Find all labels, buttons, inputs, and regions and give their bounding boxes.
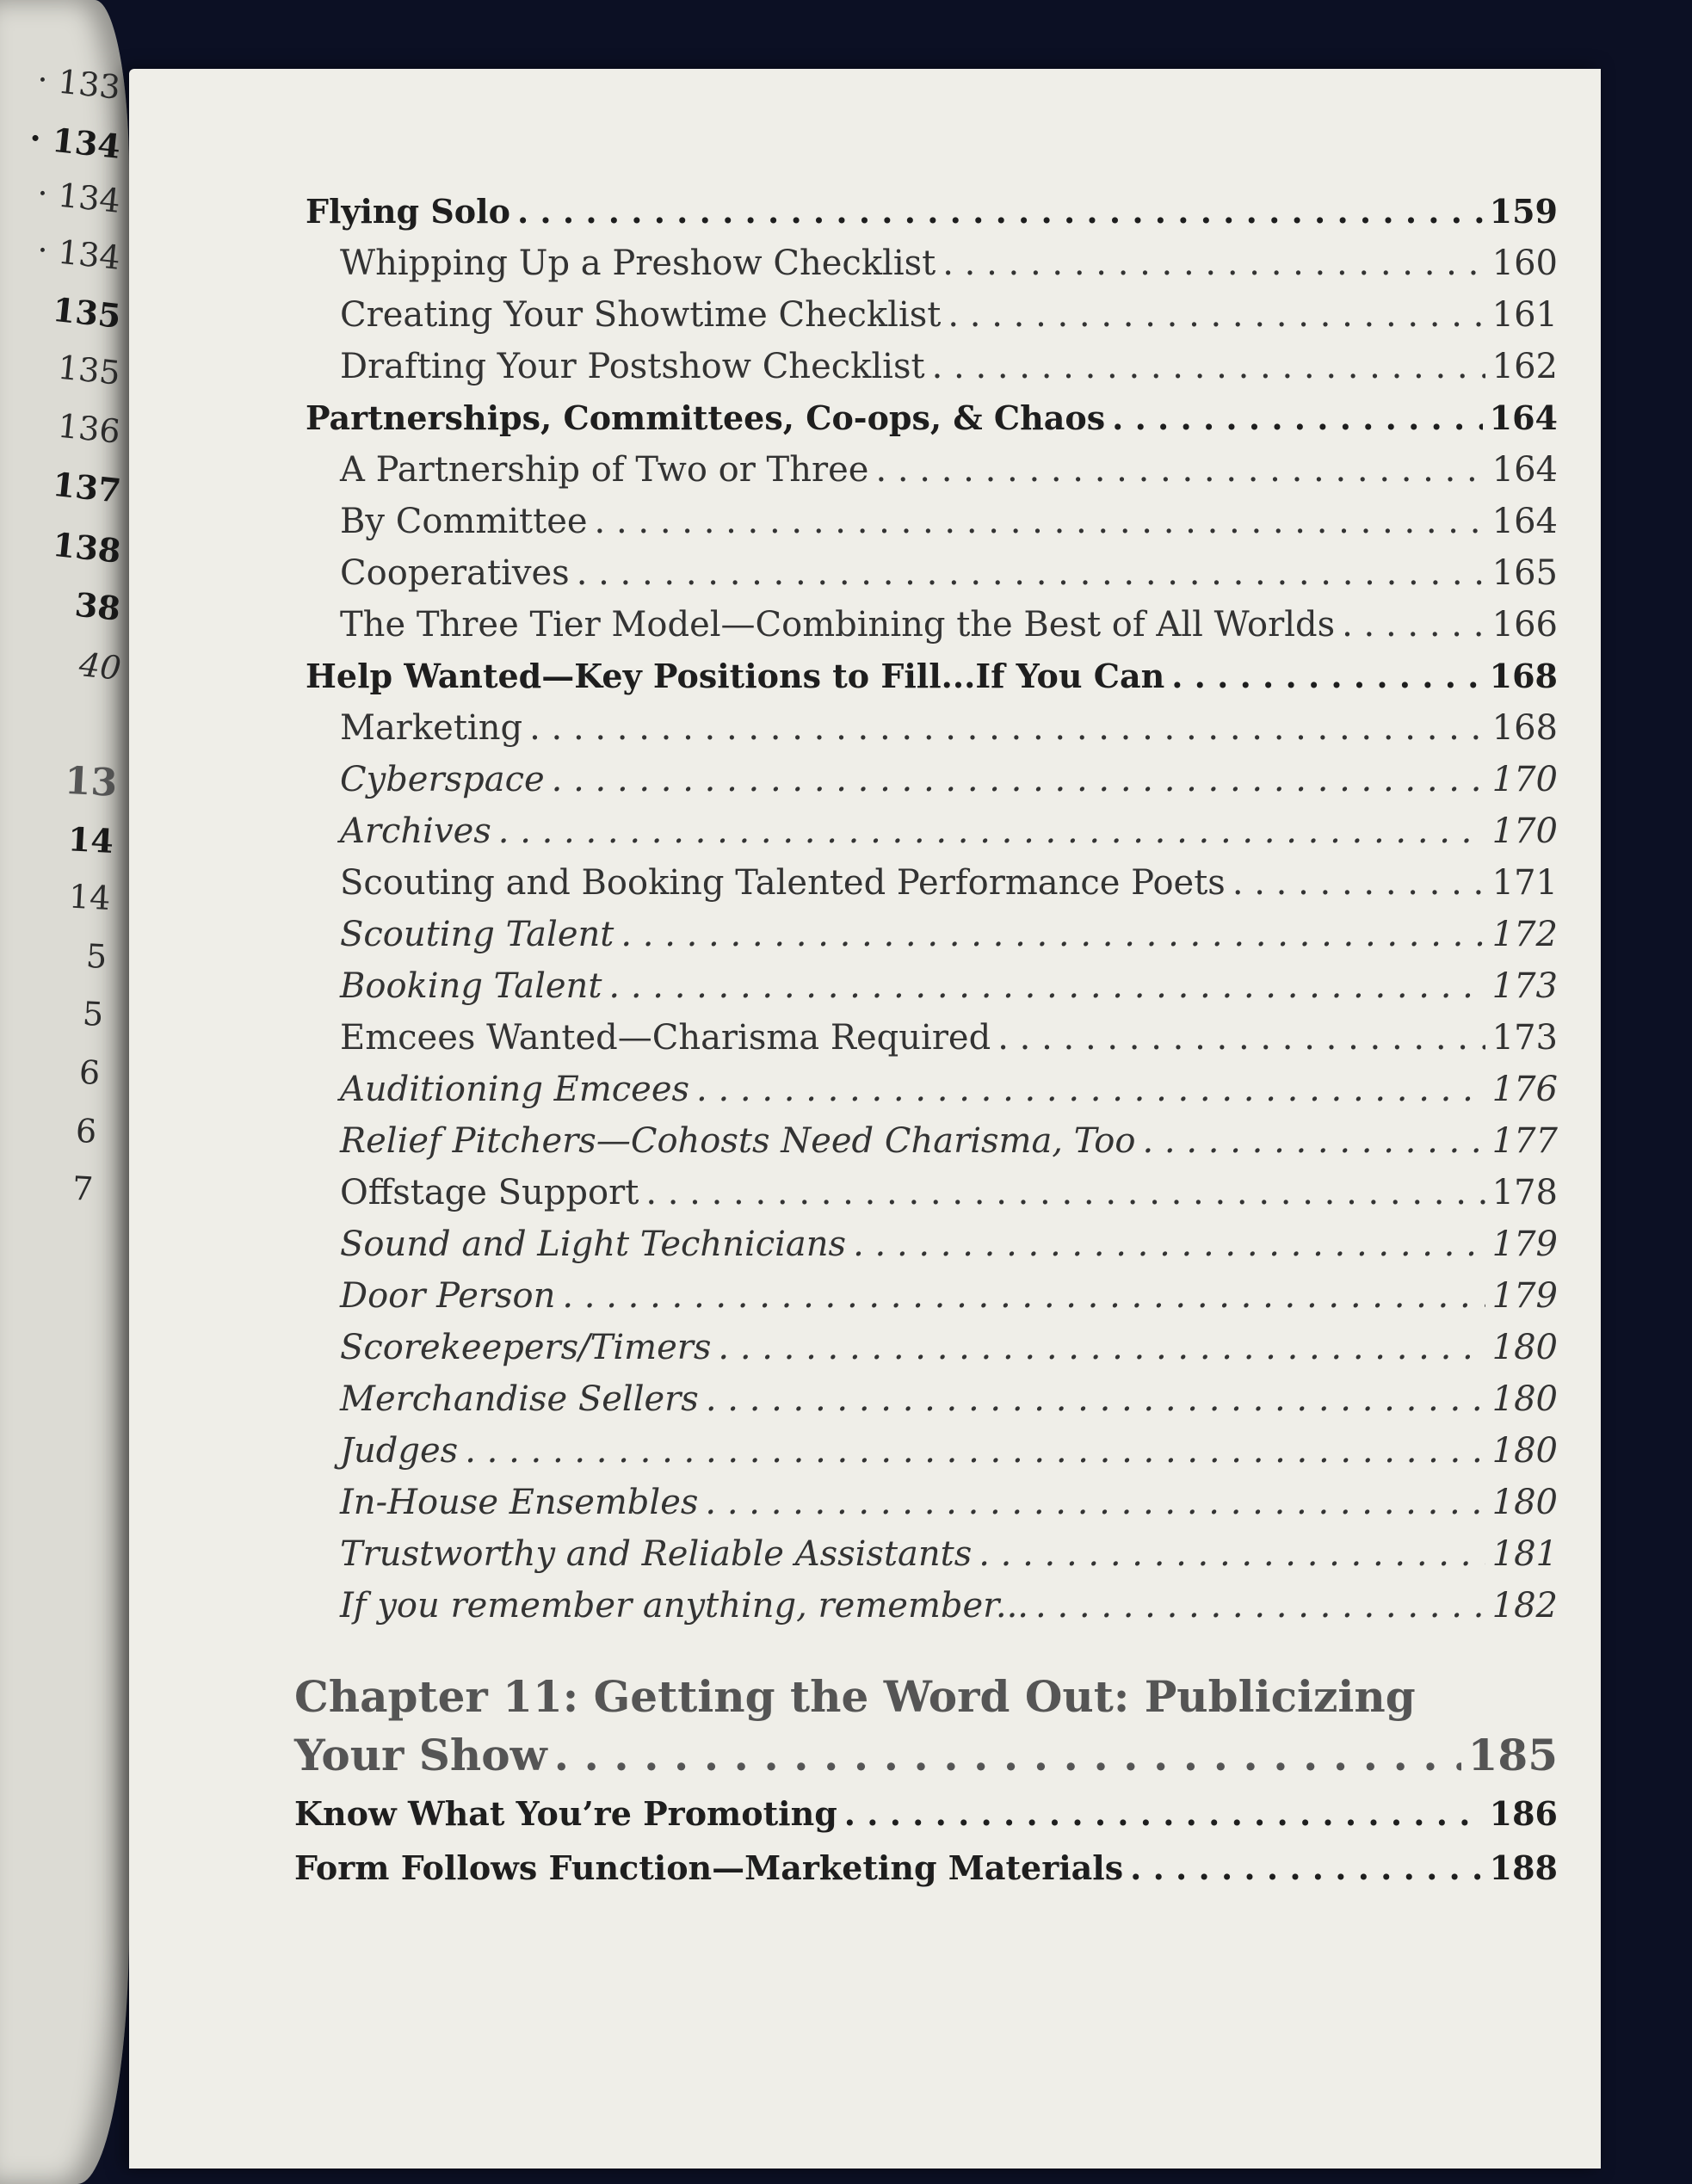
toc-entry-title: Auditioning Emcees [340, 1070, 690, 1109]
toc-entry-page: 181 [1491, 1534, 1558, 1574]
toc-entry-page: 170 [1491, 760, 1558, 799]
toc-entry[interactable] [340, 1328, 1558, 1367]
toc-entry-title: Scouting Talent [340, 915, 614, 954]
toc-entry-page: 178 [1491, 1173, 1558, 1212]
toc-entry[interactable] [340, 1121, 1558, 1161]
chapter-heading[interactable] [294, 1730, 1558, 1780]
toc-entry-page: 164 [1491, 502, 1558, 541]
toc-entry-title: By Committee [340, 502, 588, 541]
toc-entry-page: 188 [1489, 1848, 1558, 1887]
dot-leader [696, 1070, 1485, 1109]
dot-leader [577, 553, 1485, 593]
toc-entry-page: 164 [1491, 450, 1558, 490]
dot-leader [1112, 398, 1483, 437]
toc-entry-title: Merchandise Sellers [340, 1379, 699, 1419]
left-page-number: 38 [73, 584, 123, 628]
toc-entry[interactable] [340, 966, 1558, 1006]
toc-entry-page: 159 [1489, 192, 1558, 231]
toc-entry-title: Sound and Light Technicians [340, 1225, 847, 1264]
toc-entry-title: Cyberspace [340, 760, 545, 799]
toc-entry-page: 172 [1491, 915, 1558, 954]
toc-entry-page: 164 [1489, 398, 1558, 437]
toc-entry[interactable] [340, 553, 1558, 593]
toc-entry-page: 160 [1491, 244, 1558, 283]
dot-leader [705, 1483, 1485, 1522]
left-page-number: 6 [77, 1052, 102, 1092]
toc-entry-page: 179 [1491, 1276, 1558, 1316]
toc-entry-page: 185 [1467, 1730, 1558, 1780]
toc-entry-page: 173 [1491, 1018, 1558, 1058]
dot-leader [997, 1018, 1485, 1058]
dot-leader [529, 708, 1485, 748]
toc-entry[interactable] [340, 1225, 1558, 1264]
dot-leader [706, 1379, 1485, 1419]
toc-entry-page: 177 [1491, 1121, 1558, 1161]
dot-leader [608, 966, 1485, 1006]
dot-leader [552, 760, 1485, 799]
toc-entry-page: 168 [1491, 708, 1558, 748]
toc-entry-page: 180 [1491, 1379, 1558, 1419]
toc-entry[interactable] [340, 760, 1558, 799]
toc-entry-title: Partnerships, Committees, Co-ops, & Chaos [306, 398, 1106, 437]
toc-entry-page: 179 [1491, 1225, 1558, 1264]
dot-leader [875, 450, 1485, 490]
left-page-number: 40 [77, 645, 123, 688]
toc-entry[interactable] [306, 657, 1558, 695]
toc-entry[interactable] [294, 1794, 1558, 1833]
toc-entry-title: Archives [340, 811, 491, 851]
toc-entry[interactable] [340, 1276, 1558, 1316]
dot-leader [932, 347, 1485, 386]
toc-entry-title: Cooperatives [340, 553, 570, 593]
toc-entry-title: Creating Your Showtime Checklist [340, 295, 942, 335]
toc-entry-title: Emcees Wanted—Charisma Required [340, 1018, 991, 1058]
toc-entry-title: Flying Solo [306, 192, 510, 231]
left-page-number: 14 [67, 819, 115, 861]
left-page-number: 137 [50, 464, 123, 510]
left-page-number: 6 [74, 1111, 98, 1151]
left-page-number: 138 [50, 524, 123, 571]
toc-entry-page: 173 [1491, 966, 1558, 1006]
toc-entry-page: 186 [1489, 1794, 1558, 1833]
left-page-number: · 133 [35, 60, 123, 107]
toc-entry-title: In-House Ensembles [340, 1483, 699, 1522]
left-page-number: 5 [84, 936, 108, 976]
toc-entry[interactable] [340, 1483, 1558, 1522]
toc-entry-title: Door Person [340, 1276, 556, 1316]
toc-entry[interactable] [340, 1586, 1558, 1626]
toc-page [129, 69, 1601, 2169]
dot-leader [517, 192, 1483, 231]
toc-entry[interactable] [340, 502, 1558, 541]
dot-leader [853, 1225, 1485, 1264]
toc-entry-title: Relief Pitchers—Cohosts Need Charisma, Too [340, 1121, 1136, 1161]
toc-entry-title: The Three Tier Model—Combining the Best of All Worlds [340, 605, 1336, 645]
toc-entry-page: 180 [1491, 1328, 1558, 1367]
dot-leader [465, 1431, 1485, 1471]
left-page-number: 135 [50, 289, 123, 336]
toc-entry-page: 162 [1491, 347, 1558, 386]
chapter-heading-line1: Chapter 11: Getting the Word Out: Publicizing [294, 1671, 1416, 1722]
left-page-number: · 134 [35, 231, 123, 277]
dot-leader [948, 295, 1485, 335]
dot-leader [1142, 1121, 1485, 1161]
toc-entry-title: Your Show [294, 1730, 547, 1780]
toc-entry[interactable] [340, 1534, 1558, 1574]
toc-entry-page: 168 [1489, 657, 1558, 695]
toc-entry[interactable] [340, 1018, 1558, 1058]
toc-entry[interactable] [340, 295, 1558, 335]
dot-leader [979, 1534, 1485, 1574]
left-page-number: 135 [56, 348, 123, 392]
toc-entry-page: 165 [1491, 553, 1558, 593]
left-page-number: · 134 [35, 174, 123, 220]
toc-entry-title: Marketing [340, 708, 523, 748]
toc-entry[interactable] [340, 1431, 1558, 1471]
toc-entry[interactable] [306, 192, 1558, 231]
toc-entry-title: Scouting and Booking Talented Performance Poets [340, 863, 1226, 903]
dot-leader [562, 1276, 1485, 1316]
left-page-number: 13 [63, 758, 119, 805]
toc-entry[interactable] [294, 1848, 1558, 1887]
toc-entry-page: 166 [1491, 605, 1558, 645]
toc-entry-title: Trustworthy and Reliable Assistants [340, 1534, 973, 1574]
toc-entry-page: 180 [1491, 1431, 1558, 1471]
toc-entry[interactable] [340, 811, 1558, 851]
toc-entry[interactable] [340, 450, 1558, 490]
toc-entry-title: Form Follows Function—Marketing Materials [294, 1848, 1124, 1887]
left-page-number: 14 [67, 877, 112, 917]
toc-entry-title: Judges [340, 1431, 459, 1471]
toc-entry-page: 176 [1491, 1070, 1558, 1109]
left-page-edge [0, 0, 129, 2184]
toc-entry[interactable] [340, 1379, 1558, 1419]
dot-leader [718, 1328, 1485, 1367]
left-page-number: · 134 [28, 118, 123, 166]
dot-leader [844, 1794, 1483, 1833]
toc-entry-page: 161 [1491, 295, 1558, 335]
dot-leader [621, 915, 1485, 954]
toc-entry-title: Whipping Up a Preshow Checklist [340, 244, 936, 283]
toc-entry-title: Know What You’re Promoting [294, 1794, 837, 1833]
toc-entry[interactable] [340, 244, 1558, 283]
left-page-number: 5 [81, 994, 105, 1033]
toc-entry[interactable] [340, 1173, 1558, 1212]
toc-entry-page: 182 [1491, 1586, 1558, 1626]
left-page-number: 136 [56, 406, 123, 451]
dot-leader [595, 502, 1485, 541]
toc-entry-title: A Partnership of Two or Three [340, 450, 869, 490]
toc-entry[interactable] [340, 915, 1558, 954]
dot-leader [645, 1173, 1485, 1212]
dot-leader [1171, 657, 1482, 695]
toc-entry-title: Booking Talent [340, 966, 602, 1006]
toc-entry[interactable] [340, 708, 1558, 748]
dot-leader [1342, 605, 1485, 645]
toc-entry-title: Scorekeepers/Timers [340, 1328, 712, 1367]
left-page-number: 7 [71, 1169, 95, 1208]
toc-entry-page: 170 [1491, 811, 1558, 851]
dot-leader [1035, 1586, 1485, 1626]
toc-entry[interactable] [306, 398, 1558, 437]
dot-leader [554, 1730, 1461, 1780]
toc-entry-title: Help Wanted—Key Positions to Fill...If You Can [306, 657, 1165, 695]
toc-entry[interactable] [340, 863, 1558, 903]
dot-leader [942, 244, 1485, 283]
toc-entry-page: 171 [1491, 863, 1558, 903]
dot-leader [498, 811, 1485, 851]
toc-entry-title: Offstage Support [340, 1173, 639, 1212]
toc-entry[interactable] [340, 605, 1558, 645]
toc-entry-title: Drafting Your Postshow Checklist [340, 347, 925, 386]
toc-entry-title: If you remember anything, remember... [340, 1586, 1029, 1626]
toc-entry[interactable] [340, 347, 1558, 386]
toc-entry-page: 180 [1491, 1483, 1558, 1522]
toc-entry[interactable] [340, 1070, 1558, 1109]
dot-leader [1130, 1848, 1483, 1887]
dot-leader [1232, 863, 1485, 903]
